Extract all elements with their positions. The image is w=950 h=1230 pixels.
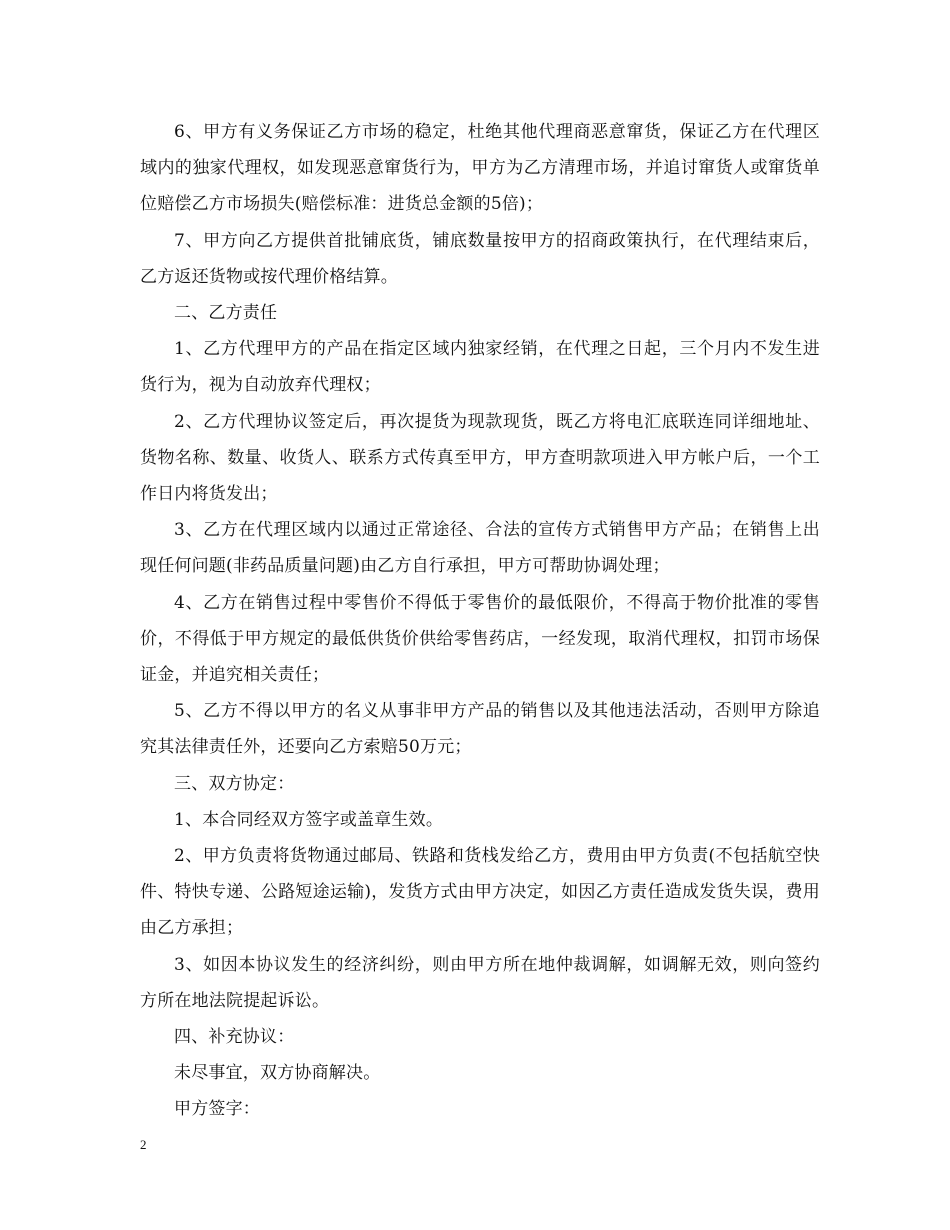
clause-paragraph: 3、如因本协议发生的经济纠纷，则由甲方所在地仲裁调解，如调解无效，则向签约方所在地法院提起诉讼。 [140,954,820,1011]
section-heading: 三、双方协定： [174,773,295,794]
page-number: 2 [140,1137,147,1152]
clause-paragraph: 7、甲方向乙方提供首批铺底货，铺底数量按甲方的招商政策执行，在代理结束后，乙方返还货物或按代理价格结算。 [140,230,820,287]
section-heading: 四、补充协议： [174,1027,295,1048]
document-body [140,114,820,1128]
clause-paragraph: 5、乙方不得以甲方的名义从事非甲方产品的销售以及其他违法活动，否则甲方除追究其法律责任外，还要向乙方索赔50万元； [140,701,820,758]
clause-paragraph: 4、乙方在销售过程中零售价不得低于零售价的最低限价，不得高于物价批准的零售价，不得低于甲方规定的最低供货价供给零售药店，一经发现，取消代理权，扣罚市场保证金，并追究相关责任； [140,592,820,686]
clause-paragraph: 1、乙方代理甲方的产品在指定区域内独家经销，在代理之日起，三个月内不发生进货行为，视为自动放弃代理权； [140,339,820,396]
clause-paragraph: 3、乙方在代理区域内以通过正常途径、合法的宣传方式销售甲方产品；在销售上出现任何问题(非药品质量问题)由乙方自行承担，甲方可帮助协调处理； [140,520,820,577]
clause-paragraph: 未尽事宜，双方协商解决。 [174,1063,381,1084]
signature-line: 甲方签字： [174,1099,260,1120]
clause-paragraph: 1、本合同经双方签字或盖章生效。 [174,809,444,830]
clause-paragraph: 6、甲方有义务保证乙方市场的稳定，杜绝其他代理商恶意窜货，保证乙方在代理区域内的独家代理权，如发现恶意窜货行为，甲方为乙方清理市场，并追讨窜货人或窜货单位赔偿乙方市场损失(赔偿标准：进货总金额的5倍)； [140,122,820,215]
section-heading: 二、乙方责任 [174,303,278,324]
clause-paragraph: 2、甲方负责将货物通过邮局、铁路和货栈发给乙方，费用由甲方负责(不包括航空快件、特快专递、公路短途运输)，发货方式由甲方决定，如因乙方责任造成发货失误，费用由乙方承担； [140,846,820,939]
clause-paragraph: 2、乙方代理协议签定后，再次提货为现款现货，既乙方将电汇底联连同详细地址、货物名称、数量、收货人、联系方式传真至甲方，甲方查明款项进入甲方帐户后，一个工作日内将货发出； [140,411,820,505]
